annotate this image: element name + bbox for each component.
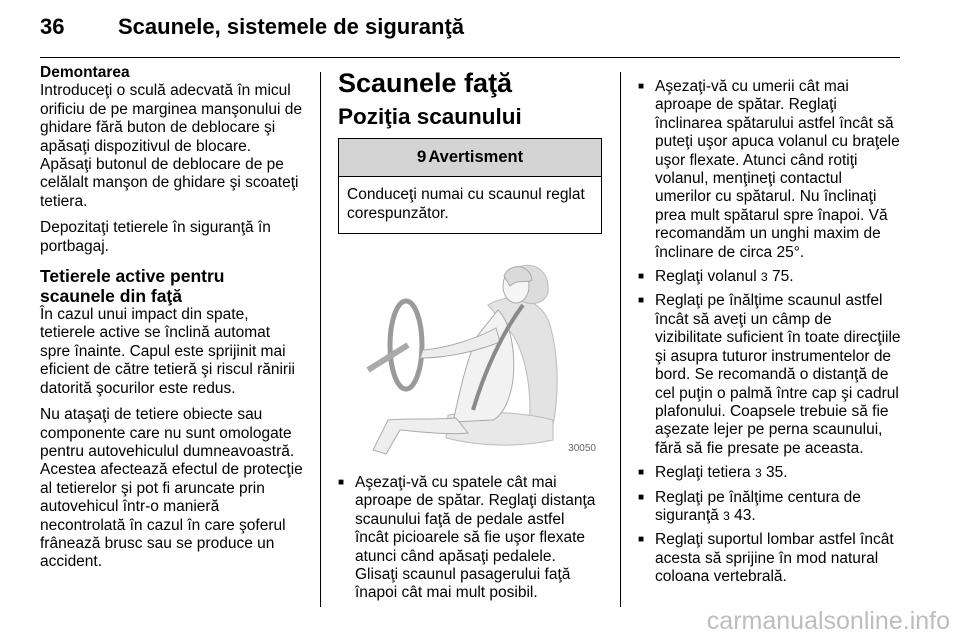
belt-adjust-text: Reglaţi pe înălţime centura de siguranţă	[655, 488, 861, 524]
seat-bullet-list	[338, 474, 602, 603]
column-left	[40, 64, 304, 580]
warning-title: Avertisment	[428, 148, 524, 167]
storage-paragraph: Depozitaţi tetierele în siguranţă în portbagaj.	[40, 219, 271, 255]
steering-adjust-text: Reglaţi volanul	[655, 268, 757, 286]
warning-text: Conduceţi numai cu scaunul reglat corespunzător.	[347, 186, 585, 222]
warning-box	[338, 138, 602, 234]
column-divider-1	[320, 72, 321, 607]
active-headrests-heading: Tetierele active pentru scaunele din faţă	[40, 266, 225, 307]
adjustment-bullet-list	[638, 78, 902, 587]
page-ref-icon: 3	[723, 508, 730, 523]
page-ref-icon: 3	[754, 466, 762, 481]
section-title: Scaunele faţă	[338, 68, 513, 98]
removal-paragraph: Introduceţi o sculă adecvată în micul orificiu de pe marginea manşonului de ghidare fără buton de deblocare şi apăsaţi dispozitivul de blocare. Apăsaţi butonul de deblocare de pe celălalt manşon de ghidare şi scoateţi tetiera.	[40, 82, 302, 210]
column-right	[638, 78, 902, 593]
column-divider-2	[620, 72, 621, 607]
list-item: ■ Aşezaţi-vă cu umerii cât mai aproape de spătar. Reglaţi înclinarea spătarului astfel încât să puteţi uşor apuca volanul cu braţele uşor flexate. Atunci când rotiţi volanul, menţineţi contactul umerilor cu spătarul. Nu înclinaţi prea mult spătarul spre înapoi. Vă recomandăm un unghi maxim de înclinare de circa 25°.	[638, 78, 902, 262]
driver-seat-drawing	[338, 250, 600, 460]
page-ref-link[interactable]: 43.	[734, 506, 756, 524]
active-headrests-warning-paragraph: Nu ataşaţi de tetiere obiecte sau componente care nu sunt omologate pentru autovehiculul dumneavoastră. Acestea afectează efectul de protecţie al tetierelor şi pot fi aruncate prin autovehicul într-o manieră necontrolată în cazul în care şoferul frânează brusc sau se produce un accident.	[40, 406, 303, 571]
list-item: ■ Reglaţi pe înălţime scaunul astfel încât să aveţi un câmp de vizibilitate suficient în toate direcţiile şi asupra tuturor instrumentelor de bord. Se recomandă o distanţă de cel puţin o palmă între cap şi cadrul plafonului. Coapsele trebuie să fie aşezate lejer pe perna scaunului, fără să fie presate pe aceasta.	[638, 292, 902, 458]
warning-icon: 9	[416, 147, 427, 167]
list-item	[638, 268, 902, 286]
seat-position-illustration	[338, 250, 600, 460]
list-item: ■ Aşezaţi-vă cu spatele cât mai aproape de spătar. Reglaţi distanţa scaunului faţă de pedale astfel încât picioarele să fie uşor flexate atunci când apăsaţi pedalele. Glisaţi scaunul pasagerului faţă înapoi cât mai mult posibil.	[338, 474, 602, 603]
page-ref-link[interactable]: 35.	[765, 464, 788, 482]
list-item	[638, 489, 902, 526]
removal-subheading: Demontarea	[40, 64, 130, 81]
watermark: carmanualsonline.info	[706, 607, 950, 635]
headrest-adjust-text: Reglaţi tetiera	[655, 464, 751, 482]
illustration-code: 30050	[568, 442, 596, 454]
page-number: 36	[40, 14, 65, 39]
list-item: ■ Reglaţi suportul lombar astfel încât acesta să sprijine în mod natural coloana vertebrală.	[638, 531, 902, 586]
warning-header	[339, 139, 601, 177]
subsection-title: Poziţia scaunului	[338, 104, 522, 129]
column-middle	[338, 58, 602, 609]
page-ref-link[interactable]: 75.	[772, 268, 794, 286]
page-ref-icon: 3	[761, 270, 768, 285]
chapter-title: Scaunele, sistemele de siguranţă	[118, 14, 465, 39]
page-header	[40, 14, 900, 54]
active-headrests-paragraph: În cazul unui impact din spate, tetierele active se înclină automat spre înainte. Capul este sprijinit mai eficient de către tetieră şi riscul rănirii datorită şocurilor este redus.	[40, 306, 295, 397]
list-item	[638, 464, 902, 482]
